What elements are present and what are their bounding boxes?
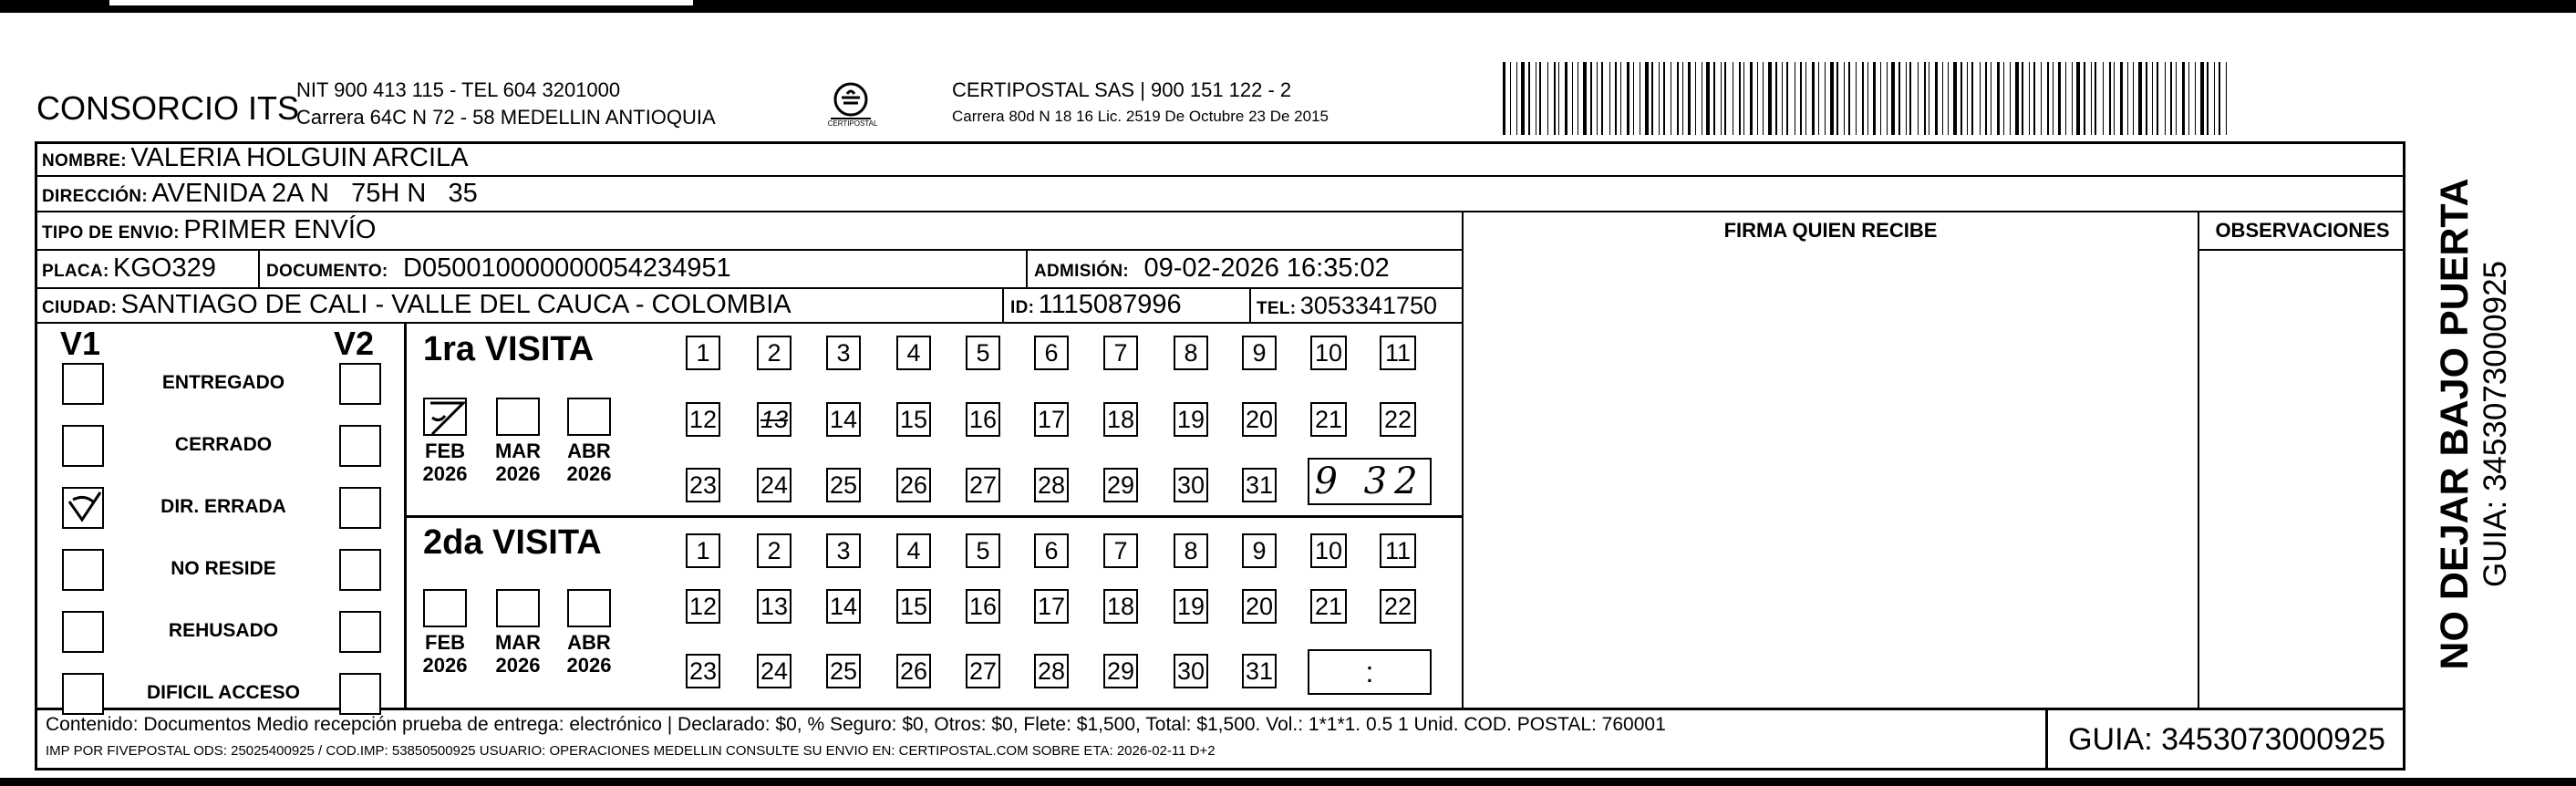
barcode-bar	[1830, 62, 1834, 135]
visit1-day-box[interactable]: 10	[1310, 336, 1347, 370]
visit2-day-box[interactable]: 17	[1034, 589, 1069, 624]
side-notice	[2433, 169, 2551, 679]
documento-value: D050010000000054234951	[403, 253, 731, 283]
barcode-bar	[1942, 62, 1943, 135]
barcode-bar	[1706, 62, 1710, 135]
barcode-bar	[1856, 62, 1857, 135]
visit2-day-box[interactable]: 31	[1242, 654, 1277, 688]
visit1-hour-handwritten: 9 32	[1314, 460, 1425, 502]
visit2-day-box[interactable]: 12	[686, 589, 720, 624]
barcode-bar	[1960, 62, 1962, 135]
top-edge-gap	[109, 0, 693, 5]
status-label: DIFICIL ACCESO	[146, 682, 300, 703]
barcode-bar	[2103, 62, 2104, 135]
barcode-bar	[1812, 62, 1815, 135]
placa-value: KGO329	[113, 253, 216, 283]
barcode-bar	[1521, 62, 1525, 135]
barcode-bar	[2109, 62, 2111, 135]
admision-cell	[1034, 253, 1390, 284]
visit2-day-box[interactable]: 1	[686, 533, 720, 568]
visit1-month-checkbox[interactable]	[423, 398, 467, 436]
tel-value: 3053341750	[1299, 292, 1438, 319]
barcode-bar	[1677, 62, 1679, 135]
visit1-day-box[interactable]: 21	[1310, 402, 1347, 437]
month-name: ABR	[567, 440, 611, 462]
tipo-envio-row	[42, 215, 377, 245]
visit1-day-box[interactable]: 22	[1380, 402, 1416, 437]
barcode-bar	[2226, 62, 2227, 135]
barcode-bar	[1583, 62, 1587, 135]
barcode-bar	[1547, 62, 1548, 135]
tipo-envio-label: TIPO DE ENVIO:	[42, 223, 180, 243]
visit2-hour-placeholder: :	[1365, 655, 1374, 688]
barcode-bar	[2214, 62, 2215, 135]
checkmark-icon	[425, 399, 469, 438]
visit2-day-box[interactable]: 21	[1310, 589, 1347, 624]
barcode-bar	[1763, 62, 1764, 135]
barcode-bar	[1906, 62, 1907, 135]
status-label: DIR. ERRADA	[160, 496, 286, 517]
id-label: ID:	[1010, 298, 1035, 317]
month-name: ABR	[567, 631, 611, 654]
barcode-bar	[1601, 62, 1603, 135]
barcode-bar	[2127, 62, 2128, 135]
barcode-bar	[1848, 62, 1850, 135]
rule	[35, 211, 2405, 212]
month-name: FEB	[425, 440, 465, 462]
barcode-bar	[2152, 62, 2153, 135]
barcode-bar	[1775, 62, 1777, 135]
visit2-day-box[interactable]: 4	[896, 533, 931, 568]
visit2-month-checkbox[interactable]	[496, 589, 540, 627]
visit2-day-box[interactable]: 25	[826, 654, 861, 688]
visit1-day-box[interactable]: 26	[896, 468, 931, 502]
barcode	[1503, 62, 2229, 135]
barcode-bar	[1844, 62, 1845, 135]
v2-checkbox[interactable]	[339, 611, 381, 653]
visit2-day-box[interactable]: 26	[896, 654, 931, 688]
barcode-bar	[1891, 62, 1895, 135]
v1-checkbox[interactable]	[62, 363, 104, 405]
ciudad-cell	[42, 290, 791, 320]
barcode-bar	[1743, 62, 1744, 135]
barcode-bar	[1713, 62, 1715, 135]
barcode-bar	[2029, 62, 2030, 135]
rule	[1002, 287, 1004, 322]
v1-checkbox[interactable]	[62, 549, 104, 591]
barcode-bar	[1953, 62, 1957, 135]
barcode-bar	[1510, 62, 1511, 135]
visit2-day-box[interactable]: 29	[1103, 654, 1138, 688]
visit1-hour-box[interactable]	[1308, 458, 1432, 505]
visit1-day-box[interactable]: 13	[757, 402, 791, 437]
visit2-day-box[interactable]: 8	[1174, 533, 1208, 568]
barcode-bar	[2200, 62, 2204, 135]
month-year: 2026	[495, 462, 541, 485]
status-label: CERRADO	[174, 434, 273, 455]
ciudad-value: SANTIAGO DE CALI - VALLE DEL CAUCA - COLOMBIA	[120, 290, 791, 319]
visit2-day-box[interactable]: 30	[1174, 654, 1208, 688]
visit1-day-box[interactable]: 18	[1103, 402, 1138, 437]
visit2-month-checkbox[interactable]	[567, 589, 611, 627]
v2-checkbox[interactable]	[339, 673, 381, 715]
visit2-day-box[interactable]: 9	[1242, 533, 1277, 568]
rule	[258, 249, 260, 287]
barcode-bar	[1688, 62, 1691, 135]
visit1-title: 1ra VISITA	[423, 330, 595, 368]
barcode-bar	[2076, 62, 2080, 135]
visit1-day-box[interactable]: 16	[966, 402, 1000, 437]
direccion-row	[42, 179, 478, 209]
barcode-bar	[2015, 62, 2019, 135]
visit1-day-box[interactable]: 9	[1242, 336, 1277, 370]
footer-imp-line: IMP POR FIVEPOSTAL ODS: 25025400925 / COD.IMP: 53850500925 USUARIO: OPERACIONES MEDELLIN CONSULTE SU ENVIO EN: CERTIPOSTAL.COM SOBRE ETA: 2026-02-11 D+2	[46, 743, 1216, 759]
barcode-bar	[2041, 62, 2042, 135]
visit1-day-box[interactable]: 17	[1034, 402, 1069, 437]
barcode-bar	[1971, 62, 1973, 135]
visit2-day-box[interactable]: 27	[966, 654, 1000, 688]
barcode-bar	[1836, 62, 1838, 135]
v1-checkbox[interactable]	[62, 673, 104, 715]
rule	[2198, 249, 2405, 251]
barcode-bar	[2170, 62, 2172, 135]
month-year: 2026	[495, 654, 541, 677]
visit2-day-box[interactable]: 15	[896, 589, 931, 624]
tel-cell	[1257, 292, 1437, 320]
status-label: REHUSADO	[168, 620, 279, 641]
barcode-bar	[1633, 62, 1634, 135]
visit1-month-checkbox[interactable]	[496, 398, 540, 436]
id-value: 1115087996	[1038, 290, 1182, 319]
barcode-bar	[1880, 62, 1881, 135]
barcode-bar	[2010, 62, 2011, 135]
barcode-bar	[1750, 62, 1753, 135]
visit1-day-box[interactable]: 6	[1034, 336, 1069, 370]
status-label: NO RESIDE	[171, 558, 276, 579]
barcode-bar	[1985, 62, 1987, 135]
barcode-bar	[2219, 62, 2220, 135]
v1-checkbox[interactable]	[62, 611, 104, 653]
nombre-value: VALERIA HOLGUIN ARCILA	[130, 143, 469, 172]
barcode-bar	[1997, 62, 2000, 135]
visit1-day-box[interactable]: 28	[1034, 468, 1069, 502]
company-name: CONSORCIO ITS	[36, 89, 300, 127]
visit2-month-label	[486, 631, 550, 677]
visit2-title: 2da VISITA	[423, 523, 602, 562]
visit1-month-label	[486, 440, 550, 485]
bottom-edge-bar	[0, 778, 2576, 786]
barcode-bar	[1867, 62, 1868, 135]
barcode-bar	[1558, 62, 1559, 135]
barcode-bar	[1645, 62, 1649, 135]
month-year: 2026	[566, 462, 612, 485]
barcode-bar	[1948, 62, 1949, 135]
visit1-day-box[interactable]: 19	[1174, 402, 1208, 437]
barcode-bar	[1516, 62, 1517, 135]
visit2-day-box[interactable]: 24	[757, 654, 791, 688]
visit2-day-box[interactable]: 5	[966, 533, 1000, 568]
month-name: FEB	[425, 631, 465, 654]
barcode-bar	[2176, 62, 2177, 135]
barcode-bar	[2133, 62, 2134, 135]
visit2-day-box[interactable]: 10	[1310, 533, 1347, 568]
visit1-day-box[interactable]: 1	[686, 336, 720, 370]
barcode-bar	[1609, 62, 1610, 135]
v1-checkbox[interactable]	[62, 425, 104, 467]
visit2-day-box[interactable]: 14	[826, 589, 861, 624]
rule	[1249, 287, 1251, 322]
firma-header: FIRMA QUIEN RECIBE	[1723, 219, 1938, 242]
footer-content-line: Contenido: Documentos Medio recepción prueba de entrega: electrónico | Declarado: $0, % Seguro: $0, Otros: $0, Flete: $1,500, Total: $1,500. Vol.: 1*1*1. 0.5 1 Unid. COD. POSTAL: 760001	[46, 714, 1666, 735]
visit1-day-box[interactable]: 12	[686, 402, 720, 437]
v1-header: V1	[60, 325, 101, 362]
direccion-value: AVENIDA 2A N 75H N 35	[151, 179, 478, 208]
rule	[35, 287, 1462, 289]
v1-checkbox[interactable]	[62, 487, 104, 529]
barcode-bar	[1909, 62, 1911, 135]
direccion-label: DIRECCIÓN:	[42, 187, 148, 206]
documento-label: DOCUMENTO:	[266, 262, 388, 281]
visit2-day-box[interactable]: 13	[757, 589, 791, 624]
barcode-bar	[1528, 62, 1530, 135]
barcode-bar	[1898, 62, 1900, 135]
rule	[2198, 211, 2199, 708]
observaciones-header: OBSERVACIONES	[2215, 219, 2390, 242]
barcode-bar	[1554, 62, 1556, 135]
barcode-bar	[2182, 62, 2185, 135]
visit1-day-box[interactable]: 8	[1174, 336, 1208, 370]
visit1-day-box[interactable]: 7	[1103, 336, 1138, 370]
placa-cell	[42, 253, 216, 284]
v2-checkbox[interactable]	[339, 487, 381, 529]
visit2-day-box[interactable]: 6	[1034, 533, 1069, 568]
rule	[1026, 249, 1028, 287]
documento-cell	[266, 253, 731, 284]
nombre-row	[42, 143, 468, 173]
barcode-bar	[2091, 62, 2092, 135]
month-year: 2026	[422, 654, 468, 677]
barcode-bar	[1873, 62, 1876, 135]
visit2-day-box[interactable]: 19	[1174, 589, 1208, 624]
month-name: MAR	[494, 440, 542, 462]
admision-label: ADMISIÓN:	[1034, 262, 1130, 281]
visit2-month-label	[557, 631, 621, 677]
rule	[35, 322, 1462, 324]
barcode-bar	[1924, 62, 1926, 135]
barcode-bar	[1663, 62, 1665, 135]
visit2-day-box[interactable]: 11	[1380, 533, 1416, 568]
month-year: 2026	[566, 654, 612, 677]
barcode-bar	[2022, 62, 2023, 135]
side-title: NO DEJAR BAJO PUERTA	[2433, 178, 2477, 670]
barcode-bar	[1782, 62, 1783, 135]
barcode-bar	[1980, 62, 1981, 135]
visit1-day-box[interactable]: 23	[686, 468, 720, 502]
status-label: ENTREGADO	[161, 372, 285, 393]
certipostal-info: CERTIPOSTAL SAS | 900 151 122 - 2	[952, 78, 1292, 101]
visit1-day-box[interactable]: 30	[1174, 468, 1208, 502]
barcode-bar	[2003, 62, 2004, 135]
barcode-bar	[2053, 62, 2054, 135]
visit2-day-box[interactable]: 22	[1380, 589, 1416, 624]
nombre-label: NOMBRE:	[42, 151, 127, 171]
logo-caption: CERTIPOSTAL	[827, 119, 878, 128]
visit2-month-label	[413, 631, 477, 677]
barcode-bar	[1724, 62, 1726, 135]
rule	[35, 249, 1462, 251]
barcode-bar	[1818, 62, 1819, 135]
visit1-day-box[interactable]: 4	[896, 336, 931, 370]
barcode-bar	[2195, 62, 2196, 135]
visit1-month-checkbox[interactable]	[567, 398, 611, 436]
visit1-month-label	[557, 440, 621, 485]
barcode-bar	[1967, 62, 1968, 135]
barcode-bar	[1620, 62, 1621, 135]
barcode-bar	[1757, 62, 1758, 135]
visit2-month-checkbox[interactable]	[423, 589, 467, 627]
placa-label: PLACA:	[42, 262, 109, 281]
visit2-day-box[interactable]: 2	[757, 533, 791, 568]
visit1-day-box[interactable]: 2	[757, 336, 791, 370]
barcode-bar	[2047, 62, 2049, 135]
visit2-day-box[interactable]: 23	[686, 654, 720, 688]
visit2-day-box[interactable]: 28	[1034, 654, 1069, 688]
visit1-day-box[interactable]: 14	[826, 402, 861, 437]
barcode-bar	[1918, 62, 1919, 135]
barcode-bar	[2207, 62, 2209, 135]
barcode-bar	[1615, 62, 1617, 135]
v2-checkbox[interactable]	[339, 363, 381, 405]
certipostal-license: Carrera 80d N 18 16 Lic. 2519 De Octubre 23 De 2015	[952, 108, 1329, 125]
barcode-bar	[2146, 62, 2147, 135]
visit1-day-box[interactable]: 31	[1242, 468, 1277, 502]
side-guia: GUIA: 3453073000925	[2478, 260, 2513, 588]
tipo-envio-value: PRIMER ENVÍO	[183, 215, 377, 244]
barcode-bar	[2138, 62, 2142, 135]
month-year: 2026	[422, 462, 468, 485]
visit1-day-box[interactable]: 27	[966, 468, 1000, 502]
v2-checkbox[interactable]	[339, 549, 381, 591]
tel-label: TEL:	[1257, 299, 1297, 318]
barcode-bar	[2095, 62, 2096, 135]
footer-guia: GUIA: 3453073000925	[2045, 709, 2405, 770]
barcode-bar	[1597, 62, 1598, 135]
visit2-hour-box[interactable]	[1308, 649, 1432, 695]
visit1-day-box[interactable]: 25	[826, 468, 861, 502]
visit2-day-box[interactable]: 16	[966, 589, 1000, 624]
barcode-bar	[1572, 62, 1573, 135]
barcode-bar	[2065, 62, 2066, 135]
barcode-bar	[1935, 62, 1938, 135]
visit1-month-label	[413, 440, 477, 485]
barcode-bar	[1805, 62, 1806, 135]
visit2-day-box[interactable]: 20	[1242, 589, 1277, 624]
visit1-day-box[interactable]: 20	[1242, 402, 1277, 437]
v2-header: V2	[334, 325, 375, 362]
barcode-bar	[1739, 62, 1741, 135]
barcode-bar	[2157, 62, 2158, 135]
visit2-day-box[interactable]: 18	[1103, 589, 1138, 624]
barcode-bar	[2165, 62, 2166, 135]
barcode-bar	[2120, 62, 2123, 135]
barcode-bar	[1862, 62, 1864, 135]
barcode-bar	[1590, 62, 1592, 135]
visit1-day-box[interactable]: 24	[757, 468, 791, 502]
barcode-bar	[1682, 62, 1683, 135]
barcode-bar	[1539, 62, 1541, 135]
visit1-day-box[interactable]: 11	[1380, 336, 1416, 370]
rule	[404, 515, 1462, 518]
barcode-bar	[1651, 62, 1653, 135]
barcode-bar	[1565, 62, 1567, 135]
barcode-bar	[2058, 62, 2061, 135]
visit1-day-box[interactable]: 5	[966, 336, 1000, 370]
barcode-bar	[1695, 62, 1696, 135]
month-name: MAR	[494, 631, 542, 654]
barcode-bar	[2114, 62, 2115, 135]
checkmark-icon	[64, 489, 106, 531]
barcode-bar	[2188, 62, 2189, 135]
barcode-bar	[1659, 62, 1660, 135]
company-nit: NIT 900 413 115 - TEL 604 3201000	[296, 78, 621, 101]
barcode-bar	[1627, 62, 1629, 135]
visit1-day-box[interactable]: 3	[826, 336, 861, 370]
barcode-bar	[2072, 62, 2073, 135]
rule	[404, 322, 407, 708]
barcode-bar	[1768, 62, 1772, 135]
barcode-bar	[1800, 62, 1802, 135]
visit1-day-box[interactable]: 15	[896, 402, 931, 437]
admision-value: 09-02-2026 16:35:02	[1143, 253, 1390, 283]
barcode-bar	[2033, 62, 2035, 135]
v2-checkbox[interactable]	[339, 425, 381, 467]
rule	[1462, 211, 1464, 708]
barcode-bar	[1825, 62, 1826, 135]
barcode-bar	[1503, 62, 1505, 135]
rule	[35, 175, 2405, 177]
company-address: Carrera 64C N 72 - 58 MEDELLIN ANTIOQUIA	[296, 106, 716, 129]
barcode-bar	[1721, 62, 1722, 135]
visit2-day-box[interactable]: 7	[1103, 533, 1138, 568]
visit1-day-box[interactable]: 29	[1103, 468, 1138, 502]
visit2-day-box[interactable]: 3	[826, 533, 861, 568]
barcode-bar	[2084, 62, 2085, 135]
barcode-bar	[1887, 62, 1888, 135]
id-cell	[1010, 290, 1182, 320]
ciudad-label: CIUDAD:	[42, 298, 118, 317]
barcode-bar	[1786, 62, 1788, 135]
